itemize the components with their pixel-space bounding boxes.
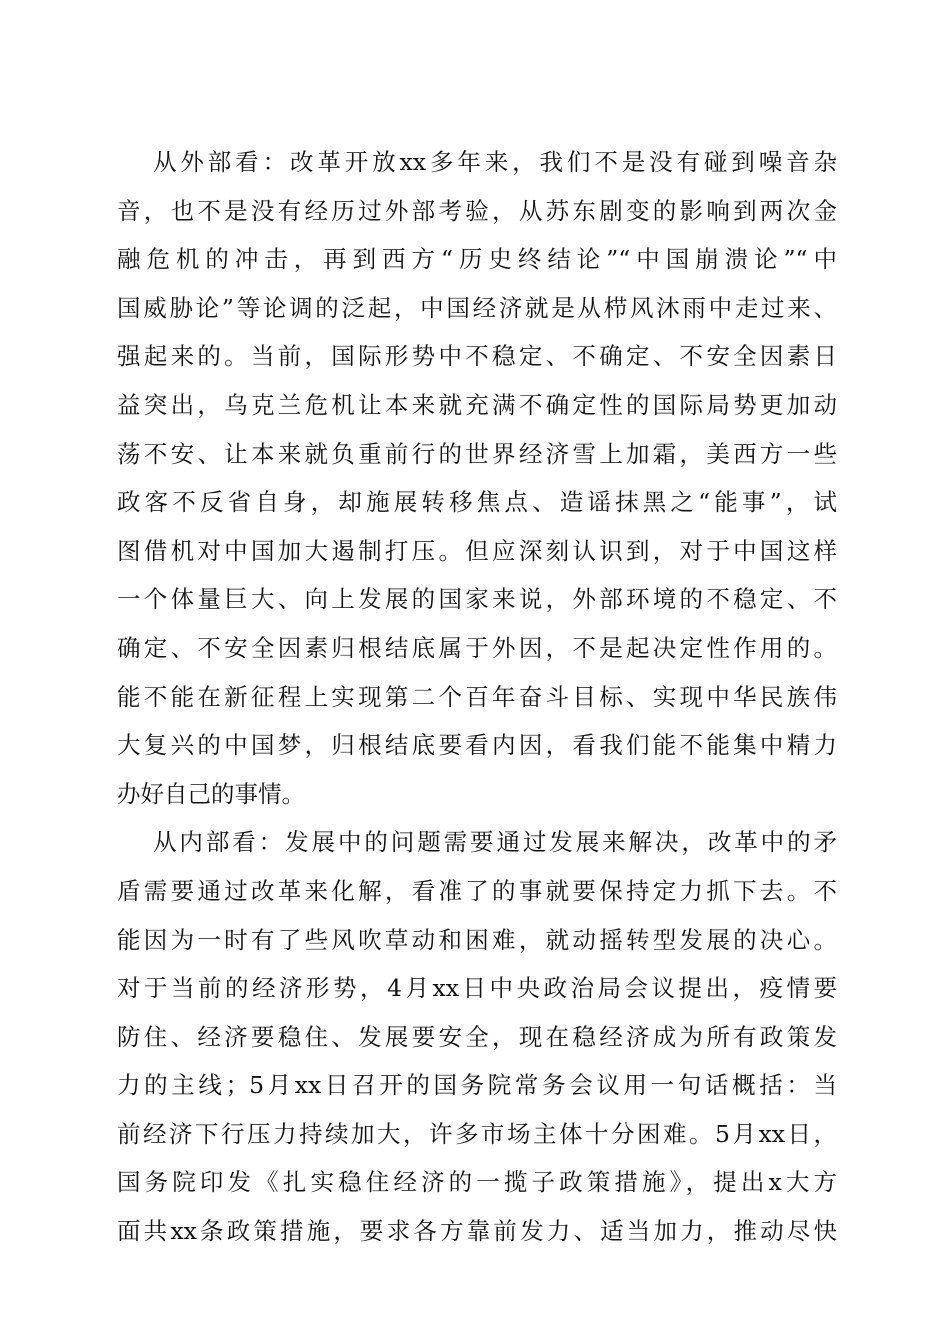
text-line: 从外部看：改革开放xx多年来，我们不是没有碰到噪音杂: [153, 148, 837, 176]
text-line: 防住、经济要稳住、发展要安全，现在稳经济成为所有政策发: [117, 1022, 837, 1051]
text-line: 国威胁论”等论调的泛起，中国经济就是从栉风沐雨中走过来、: [117, 293, 837, 322]
text-line: 音，也不是没有经历过外部考验，从苏东剧变的影响到两次金: [117, 196, 837, 225]
paragraph-internal-view: [117, 818, 837, 1255]
text-line: 强起来的。当前，国际形势中不稳定、不确定、不安全因素日: [117, 342, 837, 371]
text-line: 面共xx条政策措施，要求各方靠前发力、适当加力，推动尽快: [117, 1217, 837, 1246]
text-line: 能因为一时有了些风吹草动和困难，就动摇转型发展的决心。: [117, 925, 837, 954]
text-line: 对于当前的经济形势，4月xx日中央政治局会议提出，疫情要: [117, 974, 837, 1003]
text-line: 荡不安、让本来就负重前行的世界经济雪上加霜，美西方一些: [117, 439, 837, 468]
text-line: 图借机对中国加大遏制打压。但应深刻认识到，对于中国这样: [117, 536, 837, 565]
text-line: 融危机的冲击，再到西方“历史终结论”“中国崩溃论”“中: [117, 245, 837, 274]
text-line: 前经济下行压力持续加大，许多市场主体十分困难。5月xx日，: [117, 1119, 837, 1148]
text-line: 国务院印发《扎实稳住经济的一揽子政策措施》，提出x大方: [117, 1168, 837, 1197]
text-line: 一个体量巨大、向上发展的国家来说，外部环境的不稳定、不: [117, 585, 837, 614]
text-line: 能不能在新征程上实现第二个百年奋斗目标、实现中华民族伟: [117, 682, 837, 711]
text-line: 大复兴的中国梦，归根结底要看内因，看我们能不能集中精力: [117, 731, 837, 760]
text-line: 盾需要通过改革来化解，看准了的事就要保持定力抓下去。不: [117, 876, 837, 905]
text-line: 确定、不安全因素归根结底属于外因，不是起决定性作用的。: [117, 633, 837, 662]
body-text: [117, 138, 837, 1256]
text-line: 益突出，乌克兰危机让本来就充满不确定性的国际局势更加动: [117, 390, 837, 419]
text-line: 从内部看：发展中的问题需要通过发展来解决，改革中的矛: [153, 828, 837, 857]
text-line: 力的主线；5月xx日召开的国务院常务会议用一句话概括：当: [117, 1071, 837, 1100]
paragraph-external-view: [117, 138, 837, 818]
text-line: 政客不反省自身，却施展转移焦点、造谣抹黑之“能事”，试: [117, 488, 837, 517]
text-line: 办好自己的事情。: [117, 779, 305, 808]
